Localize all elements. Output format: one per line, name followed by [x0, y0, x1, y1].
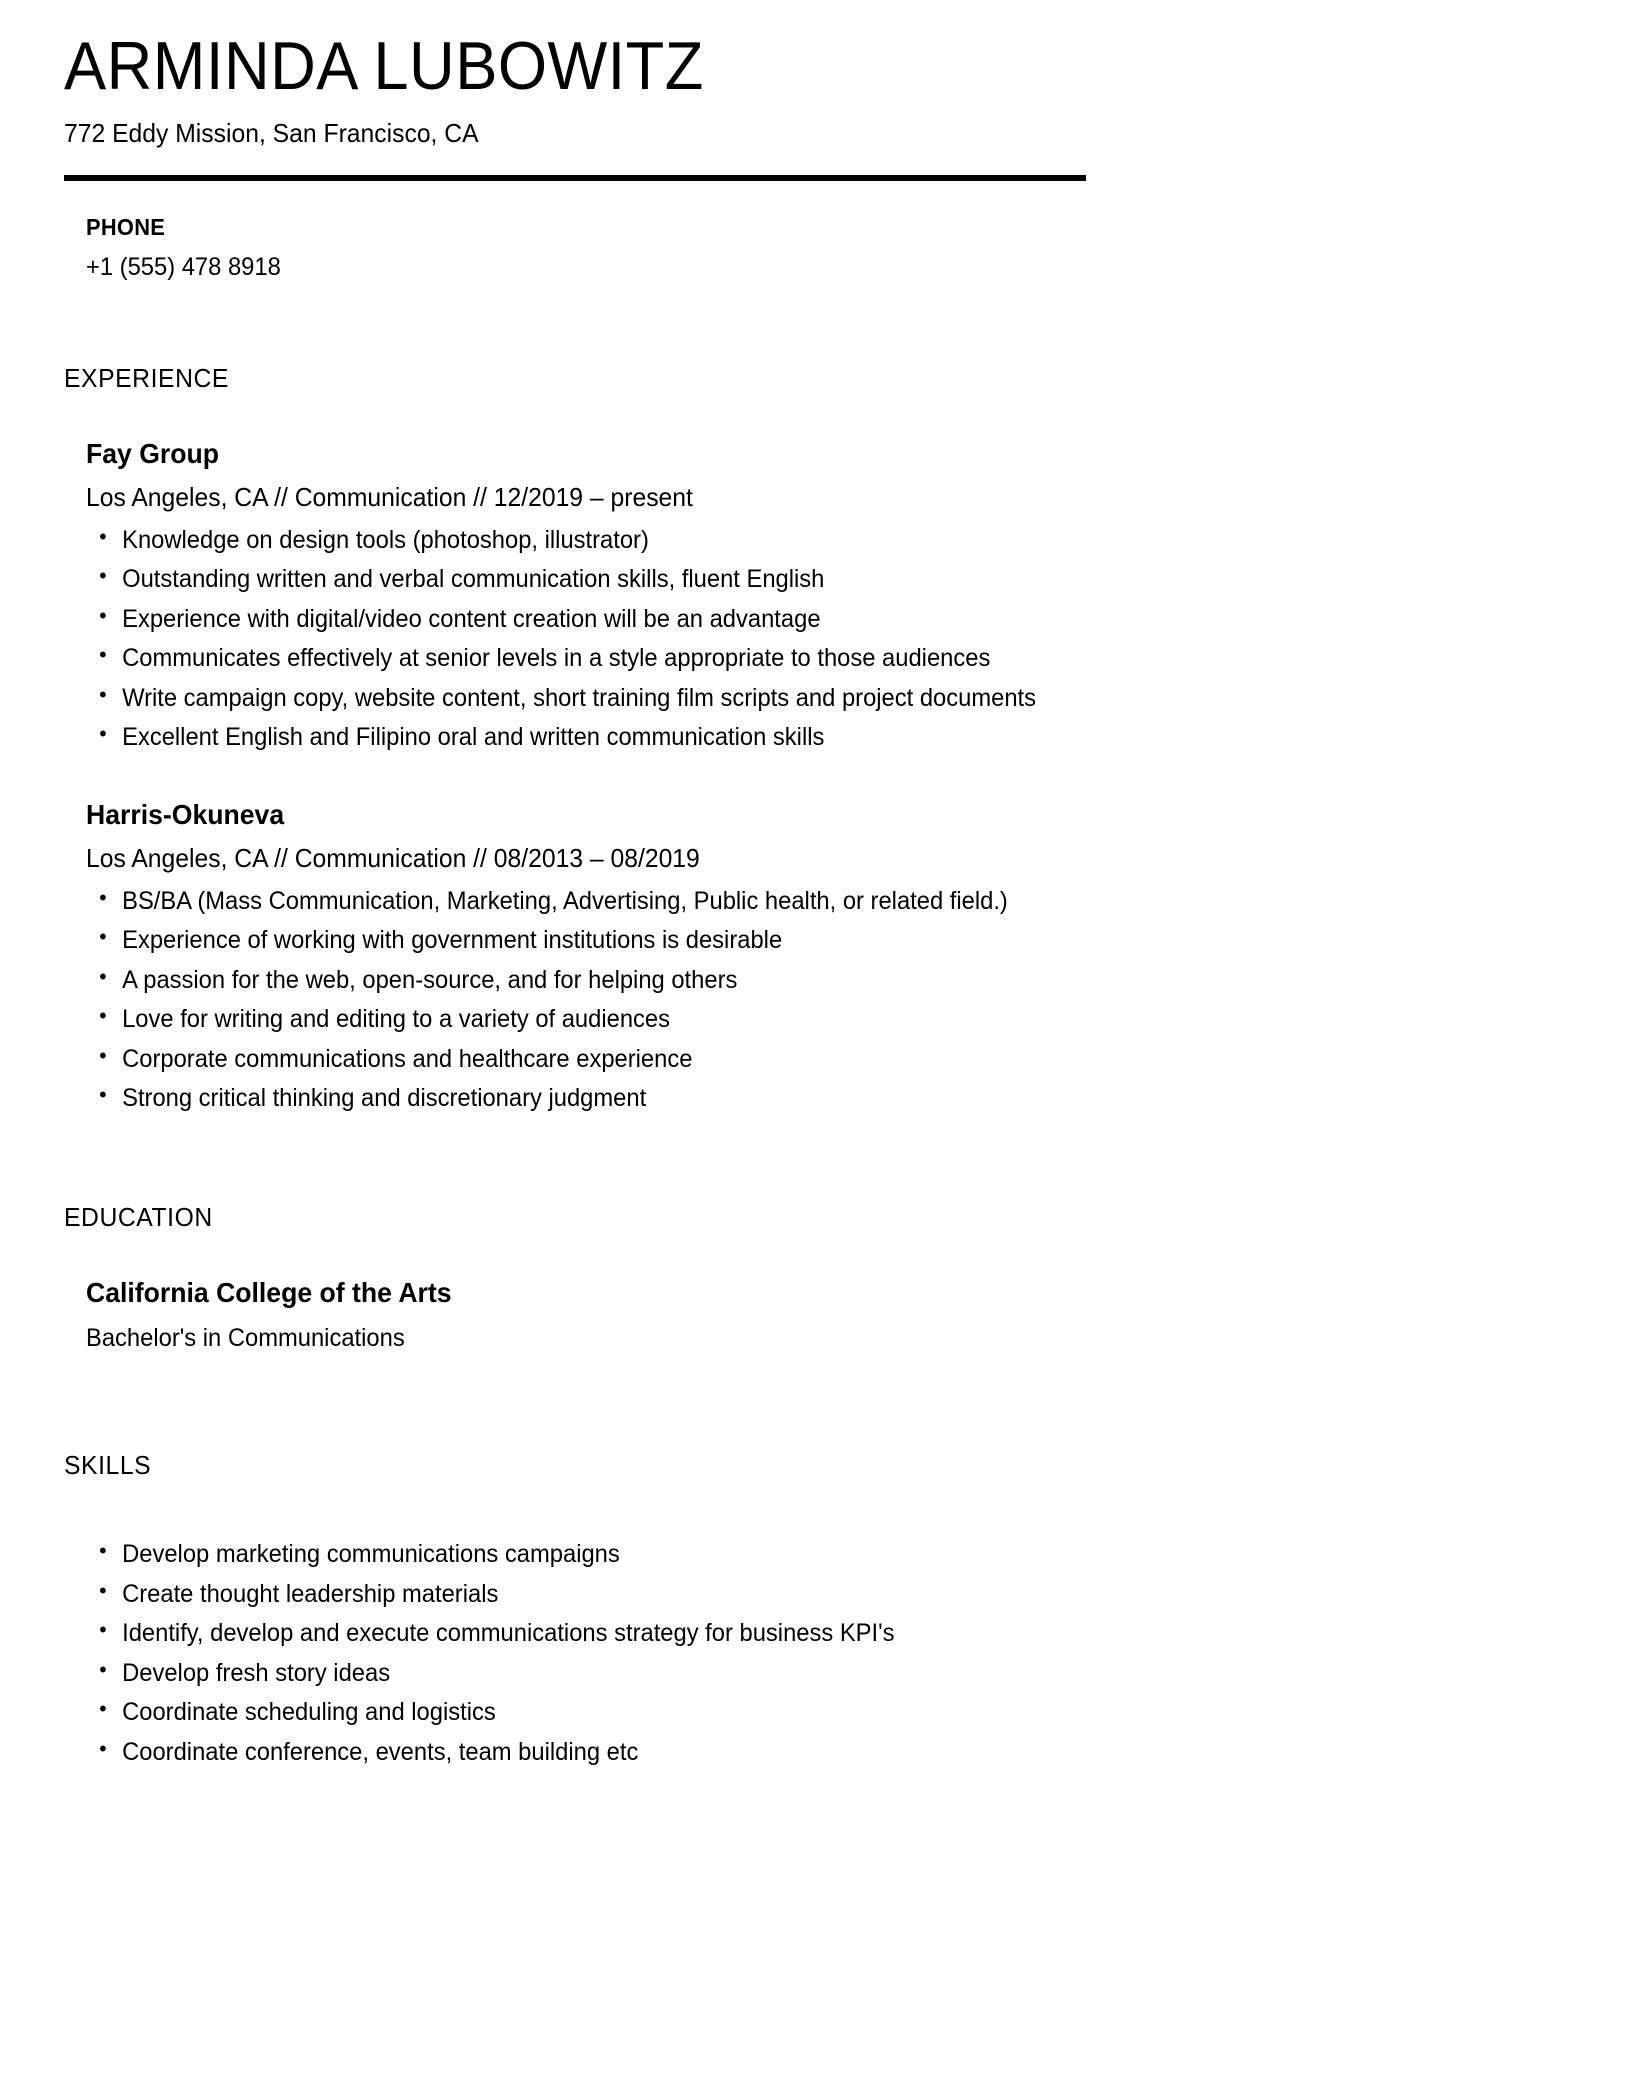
- page-title: ARMINDA LUBOWITZ: [64, 28, 704, 104]
- experience-section: [64, 363, 1568, 1114]
- education-degree: Bachelor's in Communications: [86, 1323, 405, 1352]
- list-item: • Experience of working with government institutions is desirable: [86, 925, 1494, 956]
- skills-entries: [86, 1539, 1568, 1767]
- list-item: • Knowledge on design tools (photoshop, illustrator): [86, 525, 1494, 556]
- list-item: • Create thought leadership materials: [86, 1579, 1494, 1610]
- skills-section-title: SKILLS: [64, 1450, 152, 1481]
- list-item: • Strong critical thinking and discretionary judgment: [86, 1083, 1494, 1114]
- experience-bullets: [86, 886, 1568, 1114]
- experience-meta: Los Angeles, CA // Communication // 12/2019 – present: [86, 481, 693, 512]
- experience-entry: [86, 436, 1568, 753]
- contact-block: [86, 211, 1568, 285]
- list-item: • Experience with digital/video content creation will be an advantage: [86, 604, 1494, 635]
- experience-org: Harris-Okuneva: [86, 798, 285, 830]
- list-item: • BS/BA (Mass Communication, Marketing, Advertising, Public health, or related field.): [86, 886, 1494, 917]
- experience-bullets: [86, 525, 1568, 753]
- list-item: • Coordinate scheduling and logistics: [86, 1697, 1494, 1728]
- list-item: • Coordinate conference, events, team building etc: [86, 1737, 1494, 1768]
- list-item: • Communicates effectively at senior levels in a style appropriate to those audiences: [86, 643, 1494, 674]
- education-org: California College of the Arts: [86, 1276, 452, 1308]
- phone-label: PHONE: [86, 214, 166, 241]
- list-item: • A passion for the web, open-source, and for helping others: [86, 965, 1494, 996]
- skills-bullets: [86, 1539, 1568, 1767]
- experience-meta: Los Angeles, CA // Communication // 08/2013 – 08/2019: [86, 842, 700, 873]
- skills-section: [64, 1450, 1568, 1767]
- experience-entries: [86, 436, 1568, 1114]
- list-item: • Identify, develop and execute communications strategy for business KPI's: [86, 1618, 1494, 1649]
- education-section: [64, 1202, 1568, 1355]
- list-item: • Develop marketing communications campaigns: [86, 1539, 1494, 1570]
- contact-address: 772 Eddy Mission, San Francisco, CA: [64, 118, 479, 148]
- list-item: • Write campaign copy, website content, short training film scripts and project documents: [86, 683, 1494, 714]
- list-item: • Love for writing and editing to a variety of audiences: [86, 1004, 1494, 1035]
- education-entry: [86, 1275, 1568, 1355]
- education-entries: [86, 1275, 1568, 1355]
- list-item: • Excellent English and Filipino oral and written communication skills: [86, 722, 1494, 753]
- education-section-title: EDUCATION: [64, 1201, 213, 1232]
- list-item: • Outstanding written and verbal communication skills, fluent English: [86, 564, 1494, 595]
- phone-value: +1 (555) 478 8918: [86, 252, 281, 281]
- experience-org: Fay Group: [86, 437, 220, 469]
- list-item: • Develop fresh story ideas: [86, 1658, 1494, 1689]
- experience-entry: [86, 797, 1568, 1114]
- experience-section-title: EXPERIENCE: [64, 362, 229, 393]
- header-divider: [64, 175, 1086, 181]
- list-item: • Corporate communications and healthcare experience: [86, 1044, 1494, 1075]
